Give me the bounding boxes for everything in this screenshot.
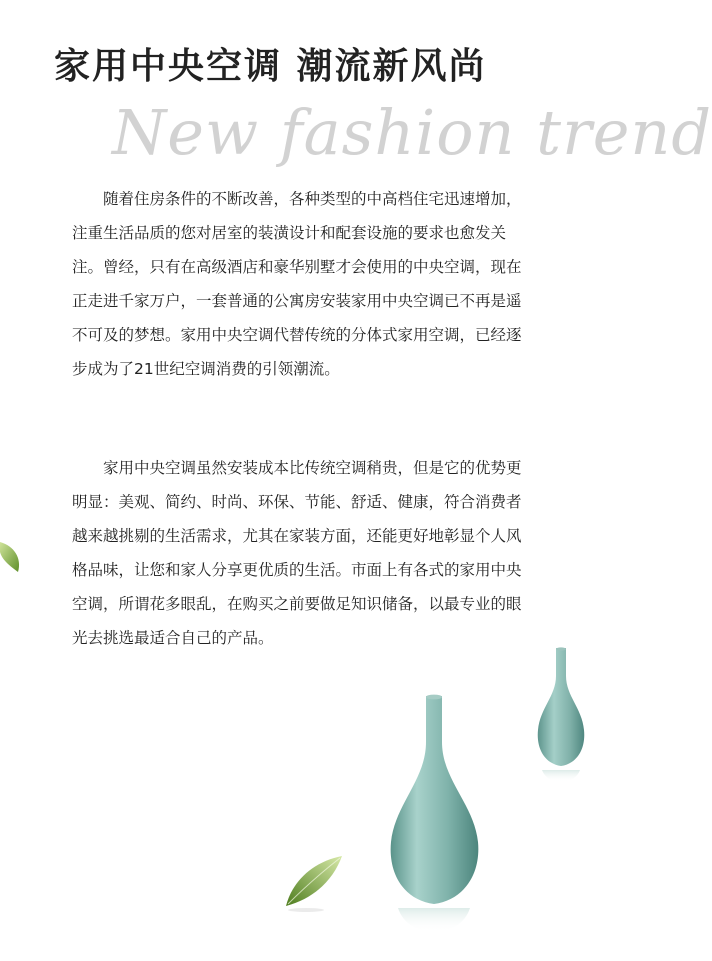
paragraph-advantages: 家用中央空调虽然安装成本比传统空调稍贵，但是它的优势更明显：美观、简约、时尚、环保、节能、舒适、健康，符合消费者越来越挑剔的生活需求，尤其在家装方面，还能更好地彰显个人风格品味，让您和家人分享更优质的生活。市面上有各式的家用中央空调，所谓花多眼乱，在购买之前要做足知识储备，以最专业的眼光去挑选最适合自己的产品。 [72,459,522,647]
leaf-left-icon [0,538,26,578]
page-title: 家用中央空调 潮流新风尚 [54,46,487,87]
large-vase-image [380,692,490,961]
leaf-bottom-icon [282,852,346,912]
paragraph-intro: 随着住房条件的不断改善，各种类型的中高档住宅迅速增加，注重生活品质的您对居室的装潢设计和配套设施的要求也愈发关注。曾经，只有在高级酒店和豪华别墅才会使用的中央空调，现在正走进千家万户，一套普通的公寓房安装家用中央空调已不再是遥不可及的梦想。家用中央空调代替传统的分体式家用空调，已经逐步成为了21世纪空调消费的引领潮流。 [72,190,522,378]
page-subtitle-script: New fashion trend [112,96,712,169]
small-vase-image [526,646,596,816]
